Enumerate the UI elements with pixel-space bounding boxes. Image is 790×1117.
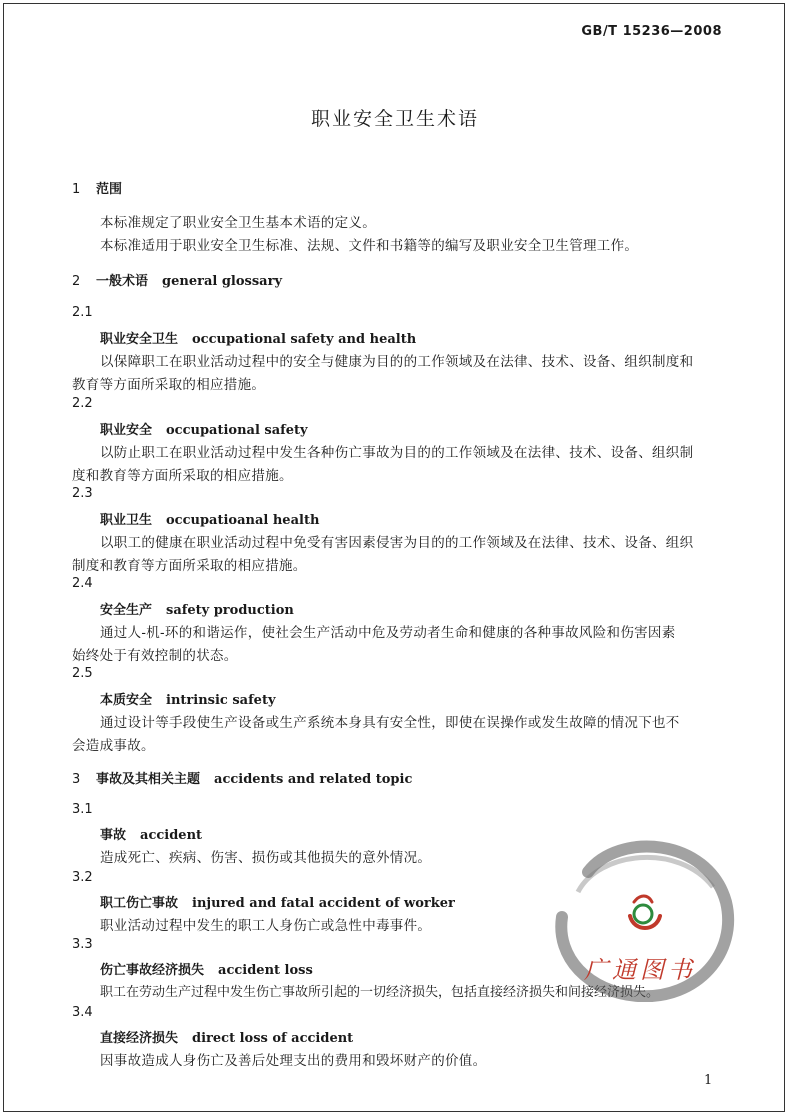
clause-2-5-number: 2.5: [72, 666, 93, 681]
section-1-heading: 1 范围: [72, 182, 123, 197]
clause-3-4-line-1: 因事故造成人身伤亡及善后处理支出的费用和毁坏财产的价值。: [100, 1053, 487, 1069]
clause-3-2-term: 职工伤亡事故 injured and fatal accident of worker: [100, 896, 455, 911]
clause-3-4-term: 直接经济损失 direct loss of accident: [100, 1031, 354, 1046]
clause-2-1-number: 2.1: [72, 305, 93, 320]
clause-3-3-term: 伤亡事故经济损失 accident loss: [100, 963, 313, 978]
watermark-seal: [548, 832, 738, 1002]
clause-2-1-line-2: 教育等方面所采取的相应措施。: [72, 377, 266, 393]
clause-2-5-term: 本质安全 intrinsic safety: [100, 693, 276, 708]
watermark-text: 广通图书: [584, 956, 696, 984]
page-number: 1: [704, 1073, 713, 1088]
section-1-para-2: 本标准适用于职业安全卫生标准、法规、文件和书籍等的编写及职业安全卫生管理工作。: [100, 238, 639, 254]
clause-3-4-number: 3.4: [72, 1005, 93, 1020]
clause-2-3-number: 2.3: [72, 486, 93, 501]
clause-3-2-line-1: 职业活动过程中发生的职工人身伤亡或急性中毒事件。: [100, 918, 432, 934]
clause-3-3-number: 3.3: [72, 937, 93, 952]
clause-2-1-line-1: 以保障职工在职业活动过程中的安全与健康为目的的工作领域及在法律、技术、设备、组织制度和: [100, 354, 694, 370]
section-1-para-1: 本标准规定了职业安全卫生基本术语的定义。: [100, 215, 376, 231]
clause-2-3-line-1: 以职工的健康在职业活动过程中免受有害因素侵害为目的的工作领域及在法律、技术、设备、组织: [100, 535, 694, 551]
clause-2-5-line-1: 通过设计等手段使生产设备或生产系统本身具有安全性，即使在误操作或发生故障的情况下也不: [100, 715, 680, 731]
clause-3-1-term: 事故 accident: [100, 828, 203, 843]
clause-2-4-number: 2.4: [72, 576, 93, 591]
clause-2-2-number: 2.2: [72, 396, 93, 411]
clause-2-5-line-2: 会造成事故。: [72, 738, 155, 754]
clause-2-3-term: 职业卫生 occupatioanal health: [100, 513, 320, 528]
document-title: 职业安全卫生术语: [310, 108, 479, 130]
section-3-heading: 3 事故及其相关主题 accidents and related topic: [72, 772, 413, 787]
clause-2-2-line-1: 以防止职工在职业活动过程中发生各种伤亡事故为目的的工作领域及在法律、技术、设备、组织制: [100, 445, 694, 461]
clause-2-4-line-2: 始终处于有效控制的状态。: [72, 648, 238, 664]
section-2-heading: 2 一般术语 general glossary: [72, 274, 282, 289]
clause-2-1-term: 职业安全卫生 occupational safety and health: [100, 332, 417, 347]
clause-2-4-term: 安全生产 safety production: [100, 603, 294, 618]
clause-3-1-number: 3.1: [72, 802, 93, 817]
standard-code: GB/T 15236—2008: [581, 24, 722, 39]
clause-2-4-line-1: 通过人-机-环的和谐运作，使社会生产活动中危及劳动者生命和健康的各种事故风险和伤害因素: [100, 625, 676, 641]
clause-3-2-number: 3.2: [72, 870, 93, 885]
clause-2-3-line-2: 制度和教育等方面所采取的相应措施。: [72, 558, 307, 574]
clause-3-1-line-1: 造成死亡、疾病、伤害、损伤或其他损失的意外情况。: [100, 850, 432, 866]
clause-3-3-line-1: 职工在劳动生产过程中发生伤亡事故所引起的一切经济损失，包括直接经济损失和间接经济损失。: [100, 985, 660, 1000]
clause-2-2-line-2: 度和教育等方面所采取的相应措施。: [72, 468, 293, 484]
clause-2-2-term: 职业安全 occupational safety: [100, 423, 308, 438]
